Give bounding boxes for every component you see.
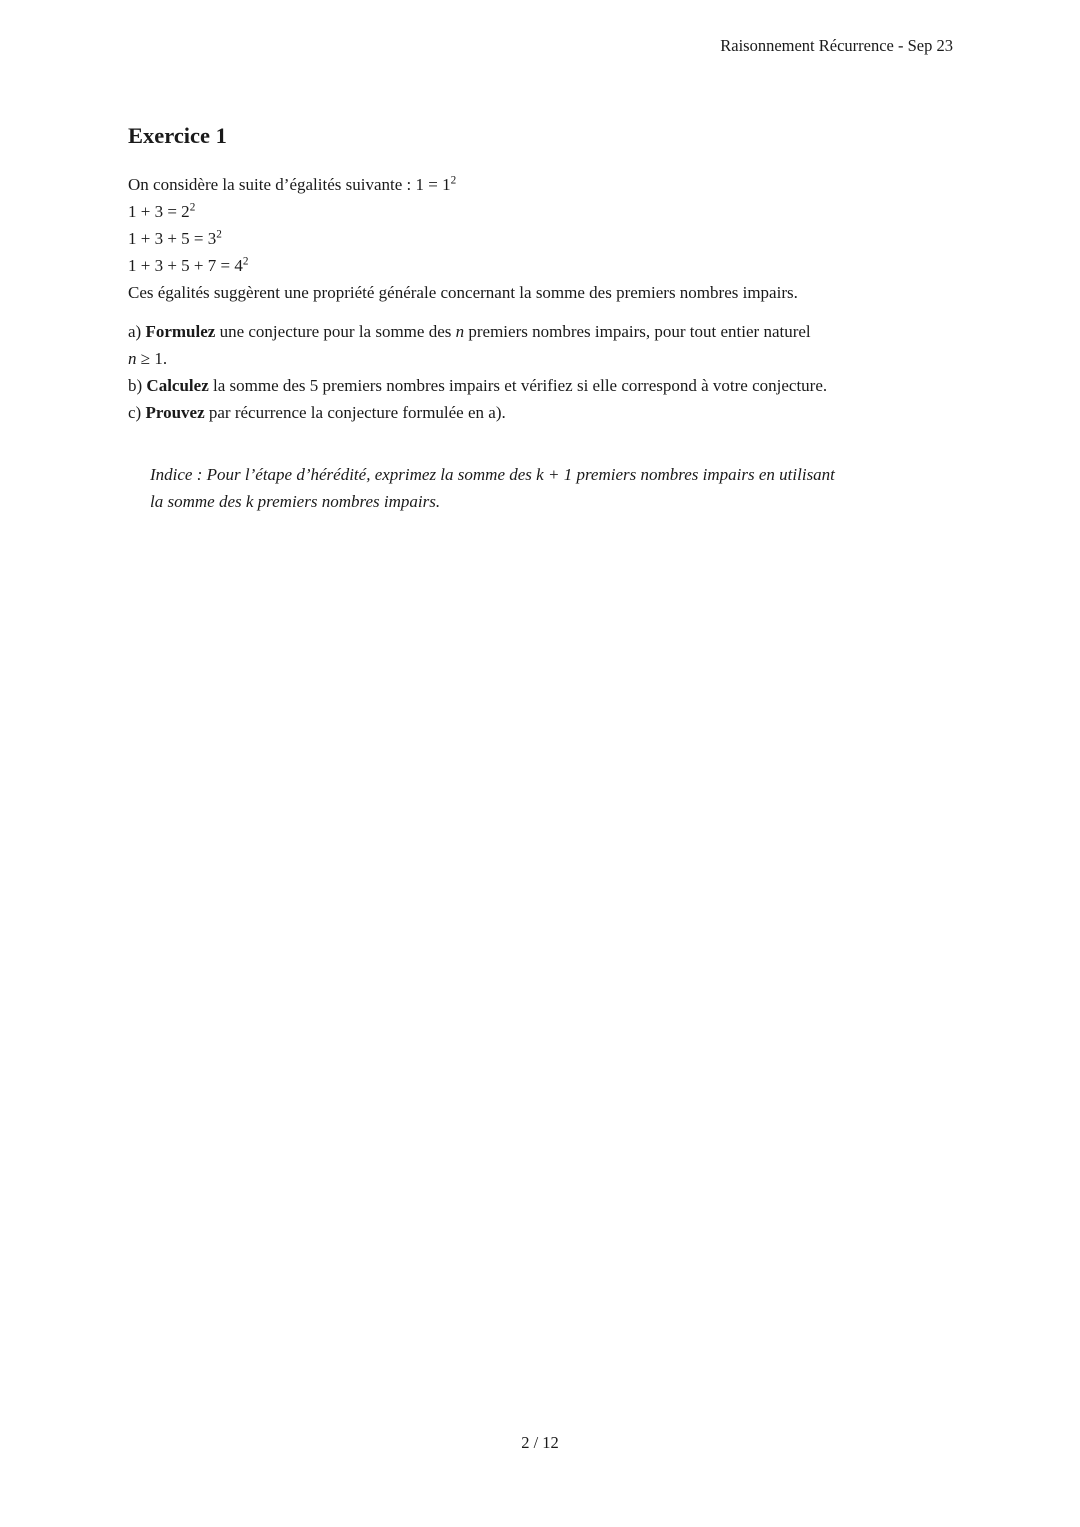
- equation-4-exponent: 2: [242, 255, 249, 268]
- equation-1-base: 1 = 1: [415, 175, 451, 194]
- hint-line1-prefix: Indice : Pour l’étape d’hérédité, exprimez la somme des: [150, 465, 537, 484]
- question-a-text-2: premiers nombres impairs, pour tout entier naturel: [464, 322, 811, 341]
- equation-2-base: 1 + 3 = 2: [128, 202, 190, 221]
- hint-paragraph: [150, 461, 980, 515]
- question-a-verb: Formulez: [145, 322, 216, 341]
- equation-4-base: 1 + 3 + 5 + 7 = 4: [128, 256, 243, 275]
- question-a-condition-variable: n: [128, 349, 137, 368]
- question-a-text-1: une conjecture pour la somme des: [215, 322, 456, 341]
- question-b-verb: Calculez: [146, 376, 209, 395]
- question-a-condition-text: ≥ 1.: [136, 349, 168, 368]
- equation-1: [416, 175, 457, 194]
- hint-variable-k1: k: [536, 465, 544, 484]
- question-b-label: b): [128, 376, 147, 395]
- equation-2: [128, 198, 998, 225]
- intro-lead-text: On considère la suite d’égalités suivante :: [128, 175, 416, 194]
- intro-paragraph: [128, 171, 998, 306]
- header-title: Raisonnement Récurrence - Sep 23: [720, 36, 953, 55]
- equation-2-exponent: 2: [189, 201, 196, 214]
- equation-3-exponent: 2: [216, 228, 222, 241]
- equation-3: [128, 225, 998, 252]
- equation-1-exponent: 2: [450, 174, 457, 187]
- question-b: [128, 372, 1008, 399]
- page-footer: [0, 1433, 1080, 1453]
- question-b-text: la somme des 5 premiers nombres impairs et vérifiez si elle correspond à votre conjecture.: [208, 376, 828, 395]
- question-list: [128, 318, 1008, 426]
- hint-line2-suffix: premiers nombres impairs.: [253, 492, 441, 511]
- hint-line2-prefix: la somme des: [150, 492, 246, 511]
- hint-variable-k2: k: [245, 492, 254, 511]
- question-a-variable-n: n: [455, 322, 465, 341]
- hint-line1-suffix: + 1 premiers nombres impairs en utilisant: [543, 465, 835, 484]
- equation-4: [128, 252, 998, 279]
- page-number: 2 / 12: [521, 1433, 559, 1452]
- equation-3-base: 1 + 3 + 5 = 3: [128, 229, 217, 248]
- question-a: [128, 318, 1008, 372]
- question-a-label: a): [128, 322, 146, 341]
- intro-conclusion: Ces égalités suggèrent une propriété générale concernant la somme des premiers nombres impairs.: [128, 283, 798, 302]
- question-c-label: c): [128, 403, 146, 422]
- intro-line-lead: [128, 171, 998, 198]
- question-c: [128, 399, 1008, 426]
- question-c-text: par récurrence la conjecture formulée en a).: [204, 403, 506, 422]
- page-header: [720, 36, 953, 56]
- exercise-title: Exercice 1: [128, 123, 227, 148]
- question-c-verb: Prouvez: [145, 403, 205, 422]
